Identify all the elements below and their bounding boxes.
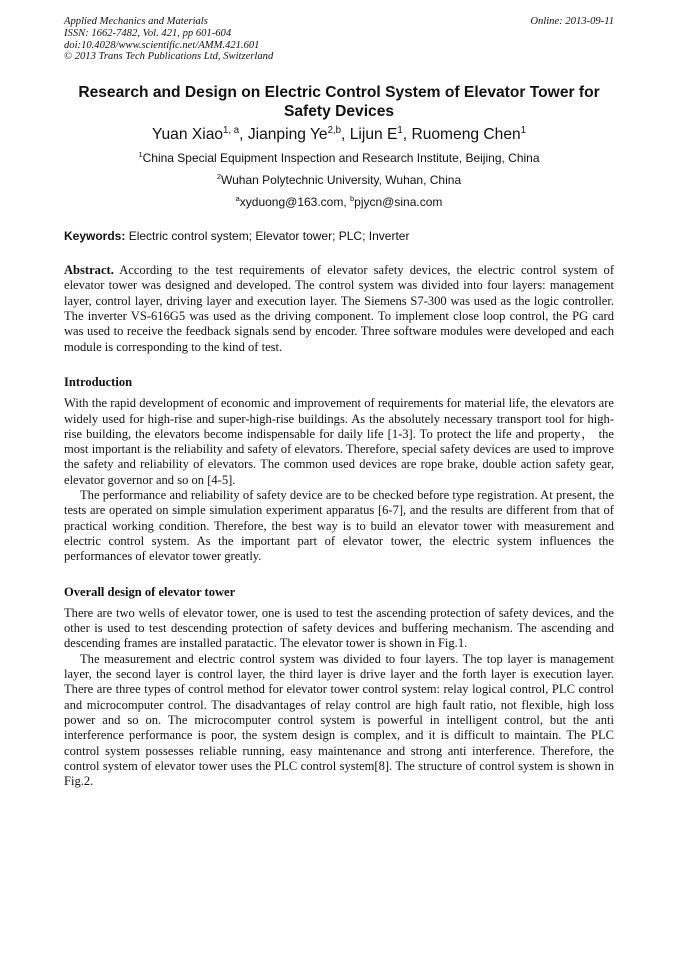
affiliation-1 xyxy=(64,151,614,165)
keywords xyxy=(64,229,614,243)
email-text: xyduong@163.com, xyxy=(239,195,351,210)
copyright-line: © 2013 Trans Tech Publications Ltd, Switzerland xyxy=(64,51,274,63)
doi-line: doi:10.4028/www.scientific.net/AMM.421.601 xyxy=(64,39,260,51)
email-text: pjycn@sina.com xyxy=(354,195,443,210)
section-heading-introduction: Introduction xyxy=(64,374,133,389)
journal-header xyxy=(64,16,614,63)
journal-name: Applied Mechanics and Materials xyxy=(64,16,208,27)
author-sup: 1 xyxy=(520,125,527,136)
affiliation-2 xyxy=(64,173,614,187)
issn-line: ISSN: 1662-7482, Vol. 421, pp 601-604 xyxy=(64,27,232,39)
keywords-text: Electric control system; Elevator tower; PLC; Inverter xyxy=(125,229,410,244)
body-paragraph: The measurement and electric control system was divided to four layers. The top layer is management layer, the second layer is control layer, the third layer is drive layer and the forth layer is execution layer. There are three types of control method for elevator tower control system: relay logical control, PLC control and microcomputer control. The disadvantages of relay control are high fault ratio, not flexible, high loss power and so on. The microcomputer control system is powerful in intelligent control, but the anti interference performance is poor, the system design is complex, and it is difficult to maintain. The PLC control system possesses reliable running, easy maintenance and strong anti interference. Therefore, the control system of elevator tower uses the PLC control system[8]. The structure of control system is shown in Fig.2. xyxy=(64,651,614,789)
abstract-label: Abstract. xyxy=(64,263,114,278)
email-line xyxy=(64,195,614,209)
abstract-text: According to the test requirements of elevator safety devices, the electric control system of elevator tower was designed and developed. The control system was divided into four layers: management layer, control layer, driving layer and execution layer. The Siemens S7-300 was used as the logic controller. The inverter VS-616G5 was used as the driving component. To implement close loop control, the PG card was used to receive the feedback signals send by encoder. Three software modules were developed and each module is corresponding to the kind of test. xyxy=(64,263,614,354)
keywords-label: Keywords: xyxy=(64,229,126,244)
affiliation-sup: 1 xyxy=(138,150,143,160)
affiliation-text: China Special Equipment Inspection and Research Institute, Beijing, China xyxy=(142,151,540,166)
author-sup: 1, a xyxy=(223,125,240,136)
section-heading-overall-design: Overall design of elevator tower xyxy=(64,584,236,599)
paper-title: Research and Design on Electric Control System of Elevator Tower for Safety Devices xyxy=(78,84,600,121)
online-date: Online: 2013-09-11 xyxy=(530,16,614,27)
author-sup: 1 xyxy=(397,125,403,136)
author-name: Jianping Ye xyxy=(247,126,328,144)
body-paragraph: There are two wells of elevator tower, one is used to test the ascending protection of safety devices, and the other is used to test descending protection of safety devices and buffering mechanism. The ascending and descending frames are installed paratactic. The elevator tower is shown in Fig.1. xyxy=(64,605,614,651)
abstract xyxy=(64,263,614,355)
affiliation-text: Wuhan Polytechnic University, Wuhan, China xyxy=(221,173,462,188)
email-sup: b xyxy=(350,194,355,204)
body-paragraph: With the rapid development of economic and improvement of requirements for material life, the elevators are widely used for high-rise and super-high-rise buildings. As the absolutely necessary transport tool for high-rise building, the elevators become indispensable for daily life [1-3]. To protect the life and property， the most important is the reliability and safety of elevators. Therefore, special safety devices are used to improve the safety and reliability of elevators. The common used devices are rope brake, double action safety gear, elevator governor and so on [4-5]. xyxy=(64,396,614,487)
author-name: Yuan Xiao xyxy=(151,126,224,144)
author-name: Lijun E xyxy=(349,126,398,144)
body-paragraph: The performance and reliability of safety device are to be checked before type registration. At present, the tests are operated on simple simulation experiment apparatus [6-7], and the results are different from that of practical working condition. Therefore, the best way is to build an elevator tower with measurement and electric control system. As the important part of elevator tower, the electric system influences the performances of elevator tower greatly. xyxy=(64,488,614,564)
affiliation-sup: 2 xyxy=(216,172,221,182)
author-list: Yuan Xiao$^{1, a}$, Jianping Ye$^{2,b}$, Lijun $E^1$, Ruomeng Chen$^1$ xyxy=(151,125,527,144)
author-name: Ruomeng Chen xyxy=(411,126,521,144)
author-sup: 2,b xyxy=(327,125,342,136)
email-sup: a xyxy=(235,194,240,204)
